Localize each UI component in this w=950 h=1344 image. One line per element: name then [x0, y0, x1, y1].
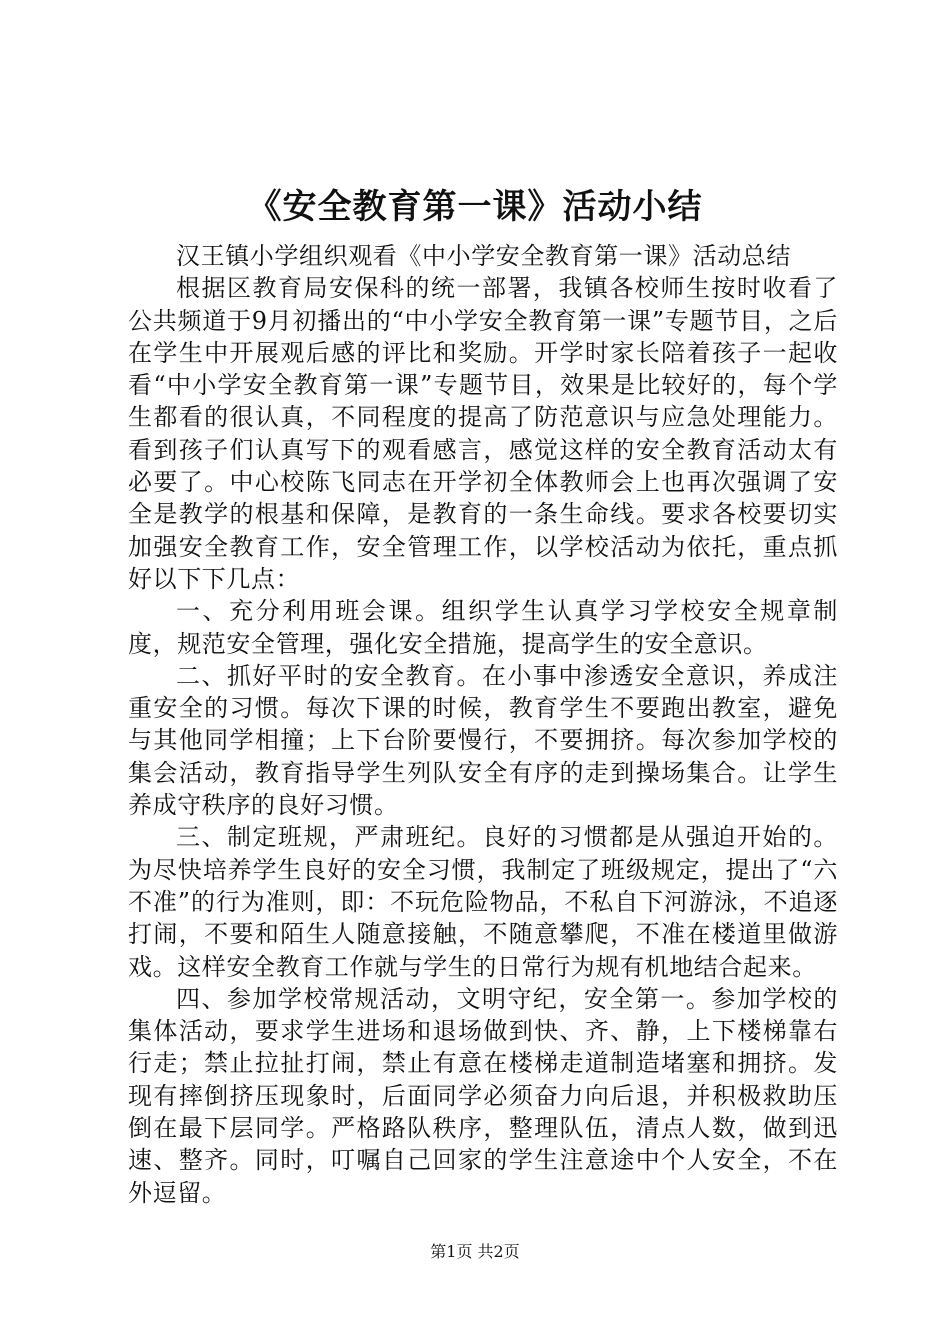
paragraph-point-1: 一、充分利用班会课。组织学生认真学习学校安全规章制度，规范安全管理，强化安全措施，提高学生的安全意识。	[128, 597, 838, 658]
paragraph-subtitle: 汉王镇小学组织观看《中小学安全教育第一课》活动总结	[176, 242, 791, 270]
document-body	[128, 240, 838, 1209]
paragraph-point-3: 三、制定班规，严肃班纪。良好的习惯都是从强迫开始的。为尽快培养学生良好的安全习惯，我制定了班级规定，提出了“六不准”的行为准则，即：不玩危险物品，不私自下河游泳，不追逐打闹，不要和陌生人随意接触，不随意攀爬，不准在楼道里做游戏。这样安全教育工作就与学生的日常行为规有机地结合起来。	[128, 823, 838, 981]
paragraph-point-2: 二、抓好平时的安全教育。在小事中渗透安全意识，养成注重安全的习惯。每次下课的时候，教育学生不要跑出教室，避免与其他同学相撞；上下台阶要慢行，不要拥挤。每次参加学校的集会活动，教育指导学生列队安全有序的走到操场集合。让学生养成守秩序的良好习惯。	[128, 661, 838, 820]
page-number-footer: 第1页 共2页	[430, 1242, 520, 1261]
paragraph-point-4: 四、参加学校常规活动，文明守纪，安全第一。参加学校的集体活动，要求学生进场和退场做到快、齐、静，上下楼梯靠右行走；禁止拉扯打闹，禁止有意在楼梯走道制造堵塞和拥挤。发现有摔倒挤压现象时，后面同学必须奋力向后退，并积极救助压倒在最下层同学。严格路队秩序，整理队伍，清点人数，做到迅速、整齐。同时，叮嘱自己回家的学生注意途中个人安全，不在外逗留。	[128, 984, 838, 1207]
paragraph-intro: 根据区教育局安保科的统一部署，我镇各校师生按时收看了公共频道于9月初播出的“中小学安全教育第一课”专题节目，之后在学生中开展观后感的评比和奖励。开学时家长陪着孩子一起收看“中小学安全教育第一课”专题节目，效果是比较好的，每个学生都看的很认真，不同程度的提高了防范意识与应急处理能力。看到孩子们认真写下的观看感言，感觉这样的安全教育活动太有必要了。中心校陈飞同志在开学初全体教师会上也再次强调了安全是教学的根基和保障，是教育的一条生命线。要求各校要切实加强安全教育工作，安全管理工作，以学校活动为依托，重点抓好以下下几点：	[128, 274, 838, 593]
document-title: 《安全教育第一课》活动小结	[247, 187, 703, 227]
